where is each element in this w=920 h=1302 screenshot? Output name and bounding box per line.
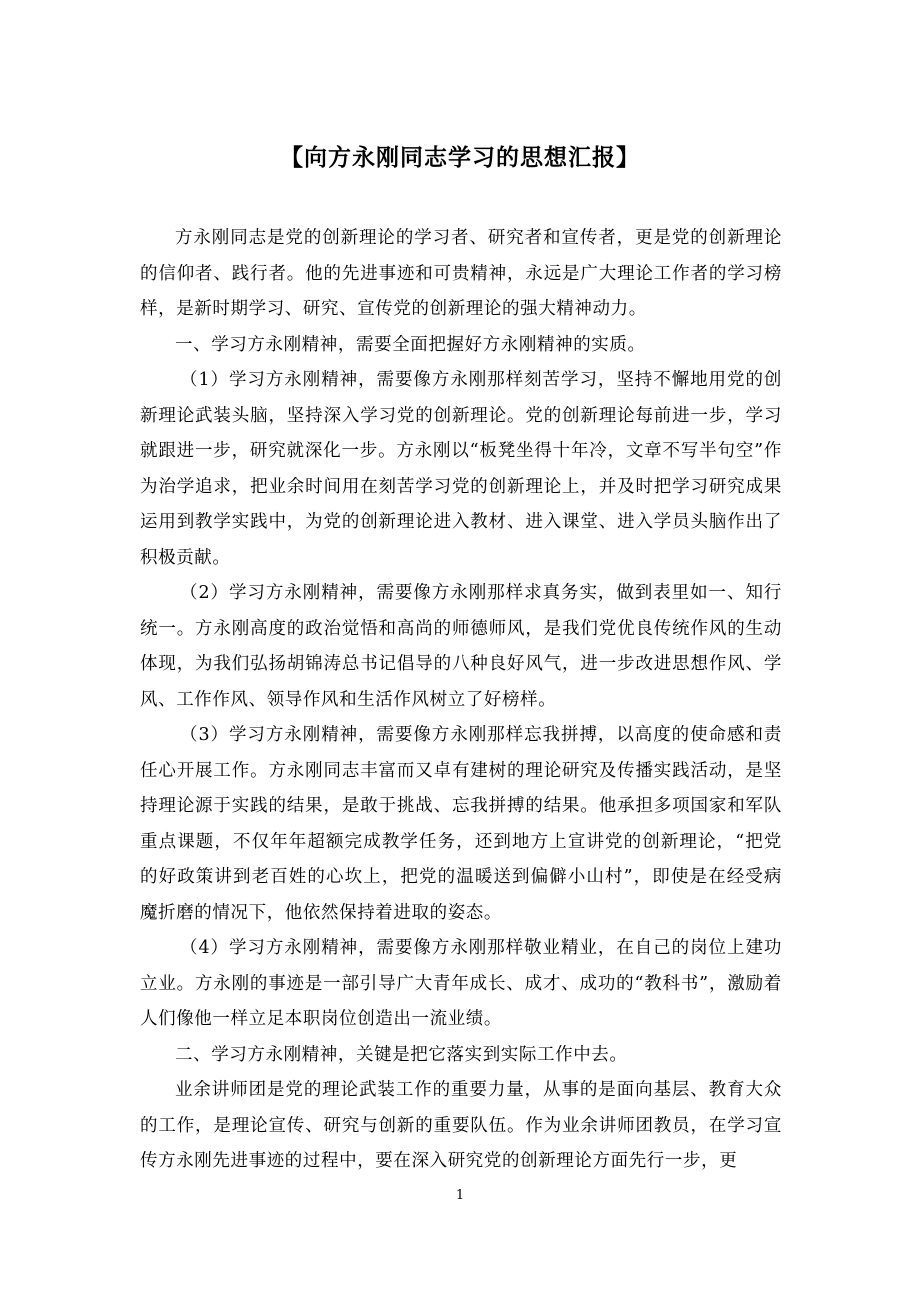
section-heading-1: 一、学习方永刚精神，需要全面把握好方永刚精神的实质。: [175, 334, 646, 355]
page-number: 1: [455, 1188, 465, 1203]
paragraph-point-1: （1）学习方永刚精神，需要像方永刚那样刻苦学习，坚持不懈地用党的创新理论武装头脑，坚持深入学习党的创新理论。党的创新理论每前进一步，学习就跟进一步，研究就深化一步。方永刚以“板凳坐得十年冷，文章不写半句空”作为治学追求，把业余时间用在刻苦学习党的创新理论上，并及时把学习研究成果运用到教学实践中，为党的创新理论进入教材、进入课堂、进入学员头脑作出了积极贡献。: [140, 370, 782, 568]
paragraph-point-4: （4）学习方永刚精神，需要像方永刚那样敬业精业，在自己的岗位上建功立业。方永刚的事迹是一部引导广大青年成长、成才、成功的“教科书”，激励着人们像他一样立足本职岗位创造出一流业绩。: [140, 938, 782, 1029]
paragraph-point-2: （2）学习方永刚精神，需要像方永刚那样求真务实，做到表里如一、知行统一。方永刚高度的政治觉悟和高尚的师德师风，是我们党优良传统作风的生动体现，为我们弘扬胡锦涛总书记倡导的八种良好风气，进一步改进思想作风、学风、工作作风、领导作风和生活作风树立了好榜样。: [140, 583, 782, 710]
document-body: [140, 221, 782, 1180]
paragraph-lecturers: 业余讲师团是党的理论武装工作的重要力量，从事的是面向基层、教育大众的工作，是理论宣传、研究与创新的重要队伍。作为业余讲师团教员，在学习宣传方永刚先进事迹的过程中，要在深入研究党的创新理论方面先行一步，更: [140, 1080, 782, 1171]
document-title: 【向方永刚同志学习的思想汇报】: [280, 144, 640, 171]
paragraph-intro: 方永刚同志是党的创新理论的学习者、研究者和宣传者，更是党的创新理论的信仰者、践行者。他的先进事迹和可贵精神，永远是广大理论工作者的学习榜样，是新时期学习、研究、宣传党的创新理论的强大精神动力。: [140, 228, 782, 319]
paragraph-point-3: （3）学习方永刚精神，需要像方永刚那样忘我拼搏，以高度的使命感和责任心开展工作。方永刚同志丰富而又卓有建树的理论研究及传播实践活动，是坚持理论源于实践的结果，是敢于挑战、忘我拼搏的结果。他承担多项国家和军队重点课题，不仅年年超额完成教学任务，还到地方上宣讲党的创新理论，“把党的好政策讲到老百姓的心坎上，把党的温暖送到偏僻小山村”，即使是在经受病魔折磨的情况下，他依然保持着进取的姿态。: [140, 725, 782, 923]
section-heading-2: 二、学习方永刚精神，关键是把它落实到实际工作中去。: [175, 1044, 628, 1065]
